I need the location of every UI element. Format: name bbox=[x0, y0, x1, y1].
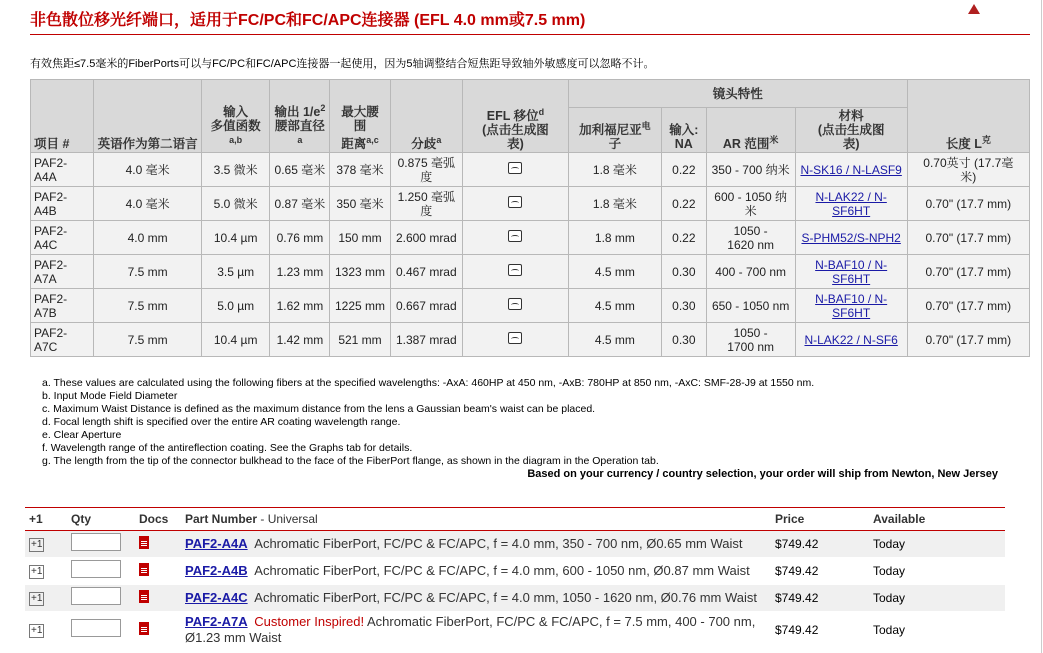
order-row bbox=[25, 612, 1005, 649]
cell-length: 0.70" (17.7 mm) bbox=[907, 289, 1029, 323]
header-divergence: 分歧$^a$ bbox=[390, 80, 463, 153]
header-output-waist: 输出 $1/e^2$ 腰部直径 $^a$ bbox=[270, 80, 330, 153]
cell-ar-range: 600 - 1050 纳 米 bbox=[706, 187, 795, 221]
cell-na: 0.22 bbox=[662, 187, 707, 221]
cell-ar-range: 400 - 700 nm bbox=[706, 255, 795, 289]
cell-efl-shift[interactable] bbox=[463, 323, 569, 357]
cell-galilean: 1.8 毫米 bbox=[568, 187, 661, 221]
cell-cart bbox=[25, 585, 67, 612]
description-text: 有效焦距≤7.5毫米的FiberPorts可以与FC/PC和FC/APC连接器一起使用，因为5轴调整结合短焦距导致轴外敏感度可以忽略不计。 bbox=[30, 58, 655, 70]
part-description: Achromatic FiberPort, FC/PC & FC/APC, f = 4.0 mm, 1050 - 1620 nm, Ø0.76 mm Waist bbox=[254, 590, 757, 605]
cell-max-waist: 350 毫米 bbox=[330, 187, 390, 221]
title-divider bbox=[30, 34, 1030, 35]
cell-material bbox=[795, 255, 907, 289]
cell-material bbox=[795, 221, 907, 255]
pdf-doc-icon[interactable] bbox=[139, 563, 149, 576]
order-row bbox=[25, 558, 1005, 585]
header-max-waist: 最大腰 围 距离$^{a,c}$ bbox=[330, 80, 390, 153]
cell-waist: 1.42 mm bbox=[270, 323, 330, 357]
cell-length: 0.70" (17.7 mm) bbox=[907, 255, 1029, 289]
cell-ar-range: 350 - 700 纳米 bbox=[706, 153, 795, 187]
cart-icon[interactable]: +1 bbox=[31, 593, 43, 604]
customer-inspired-label: Customer Inspired! bbox=[254, 614, 365, 629]
cart-icon[interactable]: +1 bbox=[31, 539, 43, 550]
part-description: Achromatic FiberPort, FC/PC & FC/APC, f = 7.5 mm, 400 - 700 nm, Ø1.23 mm Waist bbox=[185, 614, 756, 645]
part-description: Achromatic FiberPort, FC/PC & FC/APC, f = 4.0 mm, 600 - 1050 nm, Ø0.87 mm Waist bbox=[254, 563, 750, 578]
cell-divergence: 2.600 mrad bbox=[390, 221, 463, 255]
cell-ar-range: 1050 - 1700 nm bbox=[706, 323, 795, 357]
cell-mfd: 10.4 µm bbox=[201, 221, 269, 255]
header-efl-shift: EFL 移位$^d$ (点击生成图 表) bbox=[463, 80, 569, 153]
cell-efl: 4.0 mm bbox=[94, 221, 202, 255]
cell-galilean: 1.8 毫米 bbox=[568, 153, 661, 187]
cell-mfd: 3.5 微米 bbox=[201, 153, 269, 187]
order-row bbox=[25, 585, 1005, 612]
cell-max-waist: 1225 mm bbox=[330, 289, 390, 323]
pdf-doc-icon[interactable] bbox=[139, 536, 149, 549]
footnote: c. Maximum Waist Distance is defined as the maximum distance from the lens a Gaussian beam's waist can be placed. bbox=[42, 403, 596, 415]
cell-efl: 7.5 mm bbox=[94, 289, 202, 323]
cell-efl-shift[interactable] bbox=[463, 255, 569, 289]
cell-mfd: 3.5 µm bbox=[201, 255, 269, 289]
qty-input[interactable] bbox=[71, 619, 121, 637]
cell-mfd: 5.0 µm bbox=[201, 289, 269, 323]
graph-icon[interactable] bbox=[508, 162, 522, 174]
spec-row bbox=[31, 153, 1030, 187]
order-header-available: Available bbox=[869, 508, 1005, 531]
header-input-mfd: 输入 多值函数$^{a,b}$ bbox=[201, 80, 269, 153]
cell-price: $749.42 bbox=[771, 612, 869, 649]
part-number-link[interactable]: PAF2-A4B bbox=[185, 563, 248, 578]
cell-length: 0.70" (17.7 mm) bbox=[907, 187, 1029, 221]
page-edge-divider bbox=[1041, 0, 1042, 653]
cell-waist: 0.87 毫米 bbox=[270, 187, 330, 221]
material-link[interactable]: N-SK16 / N-LASF9 bbox=[800, 162, 902, 177]
qty-input[interactable] bbox=[71, 560, 121, 578]
cell-efl: 7.5 mm bbox=[94, 255, 202, 289]
cell-length: 0.70" (17.7 mm) bbox=[907, 221, 1029, 255]
cell-part bbox=[181, 531, 771, 558]
spec-table bbox=[30, 79, 1030, 357]
cell-available: Today bbox=[869, 612, 1005, 649]
pdf-doc-icon[interactable] bbox=[139, 590, 149, 603]
cell-waist: 0.76 mm bbox=[270, 221, 330, 255]
order-header-plus: +1 bbox=[25, 508, 67, 531]
cell-item: PAF2- A4C bbox=[31, 221, 94, 255]
cell-galilean: 4.5 mm bbox=[568, 289, 661, 323]
cell-max-waist: 521 mm bbox=[330, 323, 390, 357]
cell-cart bbox=[25, 612, 67, 649]
cell-cart bbox=[25, 531, 67, 558]
cell-waist: 1.62 mm bbox=[270, 289, 330, 323]
cell-mfd: 5.0 微米 bbox=[201, 187, 269, 221]
cell-material bbox=[795, 153, 907, 187]
cell-part bbox=[181, 558, 771, 585]
part-description: Achromatic FiberPort, FC/PC & FC/APC, f = 4.0 mm, 350 - 700 nm, Ø0.65 mm Waist bbox=[254, 536, 743, 551]
cell-part bbox=[181, 585, 771, 612]
page-title: 非色散位移光纤端口，适用于FC/PC和FC/APC连接器 (EFL 4.0 mm或7.5 mm) bbox=[30, 12, 586, 29]
cell-efl-shift[interactable] bbox=[463, 289, 569, 323]
spec-row bbox=[31, 255, 1030, 289]
part-number-link[interactable]: PAF2-A7A bbox=[185, 614, 248, 629]
cell-material bbox=[795, 187, 907, 221]
cell-available: Today bbox=[869, 585, 1005, 612]
cell-qty bbox=[67, 612, 135, 649]
cell-divergence: 0.667 mrad bbox=[390, 289, 463, 323]
footnote: a. These values are calculated using the following fibers at the specified wavelengths: -AxA: 460HP at 450 nm, -AxB: 780HP at 850 nm, -AxC: SMF-28-J9 at 1550 nm. bbox=[42, 377, 815, 389]
cell-cart bbox=[25, 558, 67, 585]
cell-material bbox=[795, 323, 907, 357]
cell-na: 0.30 bbox=[662, 255, 707, 289]
cell-item: PAF2- A7C bbox=[31, 323, 94, 357]
cell-waist: 1.23 mm bbox=[270, 255, 330, 289]
cell-item: PAF2- A4A bbox=[31, 153, 94, 187]
footnote: g. The length from the tip of the connector bulkhead to the face of the FiberPort flange, as shown in the diagram in the Operation tab. bbox=[42, 455, 659, 467]
cell-max-waist: 378 毫米 bbox=[330, 153, 390, 187]
cell-efl: 4.0 毫米 bbox=[94, 187, 202, 221]
header-item: 项目 # bbox=[31, 80, 94, 153]
cell-ar-range: 650 - 1050 nm bbox=[706, 289, 795, 323]
order-header-docs: Docs bbox=[135, 508, 181, 531]
cell-efl: 7.5 mm bbox=[94, 323, 202, 357]
cell-item: PAF2- A7B bbox=[31, 289, 94, 323]
cell-na: 0.30 bbox=[662, 323, 707, 357]
footnotes bbox=[42, 377, 814, 468]
cell-material bbox=[795, 289, 907, 323]
cell-galilean: 1.8 mm bbox=[568, 221, 661, 255]
shipping-notice: Based on your currency / country selection, your order will ship from Newton, New Jersey bbox=[527, 468, 998, 480]
cell-efl-shift[interactable] bbox=[463, 153, 569, 187]
cell-docs bbox=[135, 585, 181, 612]
cell-divergence: 1.387 mrad bbox=[390, 323, 463, 357]
cell-available: Today bbox=[869, 558, 1005, 585]
material-link[interactable]: N-BAF10 / N- SF6HT bbox=[815, 291, 888, 320]
cell-qty bbox=[67, 558, 135, 585]
graph-icon[interactable] bbox=[508, 196, 522, 208]
qty-input[interactable] bbox=[71, 587, 121, 605]
spec-row bbox=[31, 221, 1030, 255]
header-group-lens: 镜头特性 bbox=[568, 80, 907, 108]
header-ar-range: AR 范围$^米$ bbox=[706, 108, 795, 153]
cart-icon[interactable]: +1 bbox=[31, 566, 43, 577]
footnote: e. Clear Aperture bbox=[42, 429, 122, 441]
cell-item: PAF2- A4B bbox=[31, 187, 94, 221]
cell-price: $749.42 bbox=[771, 558, 869, 585]
material-link[interactable]: N-BAF10 / N- SF6HT bbox=[815, 257, 888, 286]
order-row bbox=[25, 531, 1005, 558]
cell-length: 0.70英寸 (17.7毫 米) bbox=[907, 153, 1029, 187]
cell-na: 0.22 bbox=[662, 153, 707, 187]
order-table bbox=[25, 507, 1005, 649]
cell-max-waist: 1323 mm bbox=[330, 255, 390, 289]
order-header-price: Price bbox=[771, 508, 869, 531]
cell-length: 0.70" (17.7 mm) bbox=[907, 323, 1029, 357]
material-link[interactable]: N-LAK22 / N-SF6 bbox=[804, 332, 898, 347]
material-link[interactable]: N-LAK22 / N- SF6HT bbox=[815, 189, 887, 218]
pdf-doc-icon[interactable] bbox=[139, 622, 149, 635]
cell-divergence: 0.467 mrad bbox=[390, 255, 463, 289]
cell-qty bbox=[67, 585, 135, 612]
cell-efl-shift[interactable] bbox=[463, 187, 569, 221]
order-header-qty: Qty bbox=[67, 508, 135, 531]
spec-row bbox=[31, 289, 1030, 323]
part-number-link[interactable]: PAF2-A4C bbox=[185, 590, 248, 605]
graph-icon[interactable] bbox=[508, 264, 522, 276]
cell-item: PAF2- A7A bbox=[31, 255, 94, 289]
part-number-link[interactable]: PAF2-A4A bbox=[185, 536, 248, 551]
cell-qty bbox=[67, 531, 135, 558]
cell-na: 0.30 bbox=[662, 289, 707, 323]
header-material: 材料 (点击生成图 表) bbox=[795, 108, 907, 153]
cell-price: $749.42 bbox=[771, 585, 869, 612]
graph-icon[interactable] bbox=[508, 298, 522, 310]
cell-available: Today bbox=[869, 531, 1005, 558]
cell-docs bbox=[135, 558, 181, 585]
cell-efl-shift[interactable] bbox=[463, 221, 569, 255]
spec-row bbox=[31, 323, 1030, 357]
graph-icon[interactable] bbox=[508, 230, 522, 242]
cell-part bbox=[181, 612, 771, 649]
cell-docs bbox=[135, 531, 181, 558]
header-efl: 英语作为第二语言 bbox=[94, 80, 202, 153]
header-galilean: 加利福尼亚$^电$ 子 bbox=[568, 108, 661, 153]
cell-waist: 0.65 毫米 bbox=[270, 153, 330, 187]
cell-docs bbox=[135, 612, 181, 649]
header-length: 长度 $L^克$ bbox=[907, 80, 1029, 153]
spec-row bbox=[31, 187, 1030, 221]
cell-ar-range: 1050 - 1620 nm bbox=[706, 221, 795, 255]
footnote: f. Wavelength range of the antireflection coating. See the Graphs tab for details. bbox=[42, 442, 413, 454]
up-arrow-icon[interactable] bbox=[968, 4, 980, 14]
cell-divergence: 1.250 毫弧 度 bbox=[390, 187, 463, 221]
footnote: d. Focal length shift is specified over the entire AR coating wavelength range. bbox=[42, 416, 401, 428]
material-link[interactable]: S-PHM52/S-NPH2 bbox=[801, 230, 901, 245]
order-header-part: Part Number - Universal bbox=[181, 508, 771, 531]
qty-input[interactable] bbox=[71, 533, 121, 551]
cell-price: $749.42 bbox=[771, 531, 869, 558]
cart-icon[interactable]: +1 bbox=[31, 625, 43, 636]
cell-divergence: 0.875 毫弧 度 bbox=[390, 153, 463, 187]
graph-icon[interactable] bbox=[508, 332, 522, 344]
cell-mfd: 10.4 µm bbox=[201, 323, 269, 357]
cell-efl: 4.0 毫米 bbox=[94, 153, 202, 187]
footnote: b. Input Mode Field Diameter bbox=[42, 390, 178, 402]
cell-max-waist: 150 mm bbox=[330, 221, 390, 255]
cell-galilean: 4.5 mm bbox=[568, 255, 661, 289]
cell-galilean: 4.5 mm bbox=[568, 323, 661, 357]
header-input-na: 输入: NA bbox=[662, 108, 707, 153]
cell-na: 0.22 bbox=[662, 221, 707, 255]
